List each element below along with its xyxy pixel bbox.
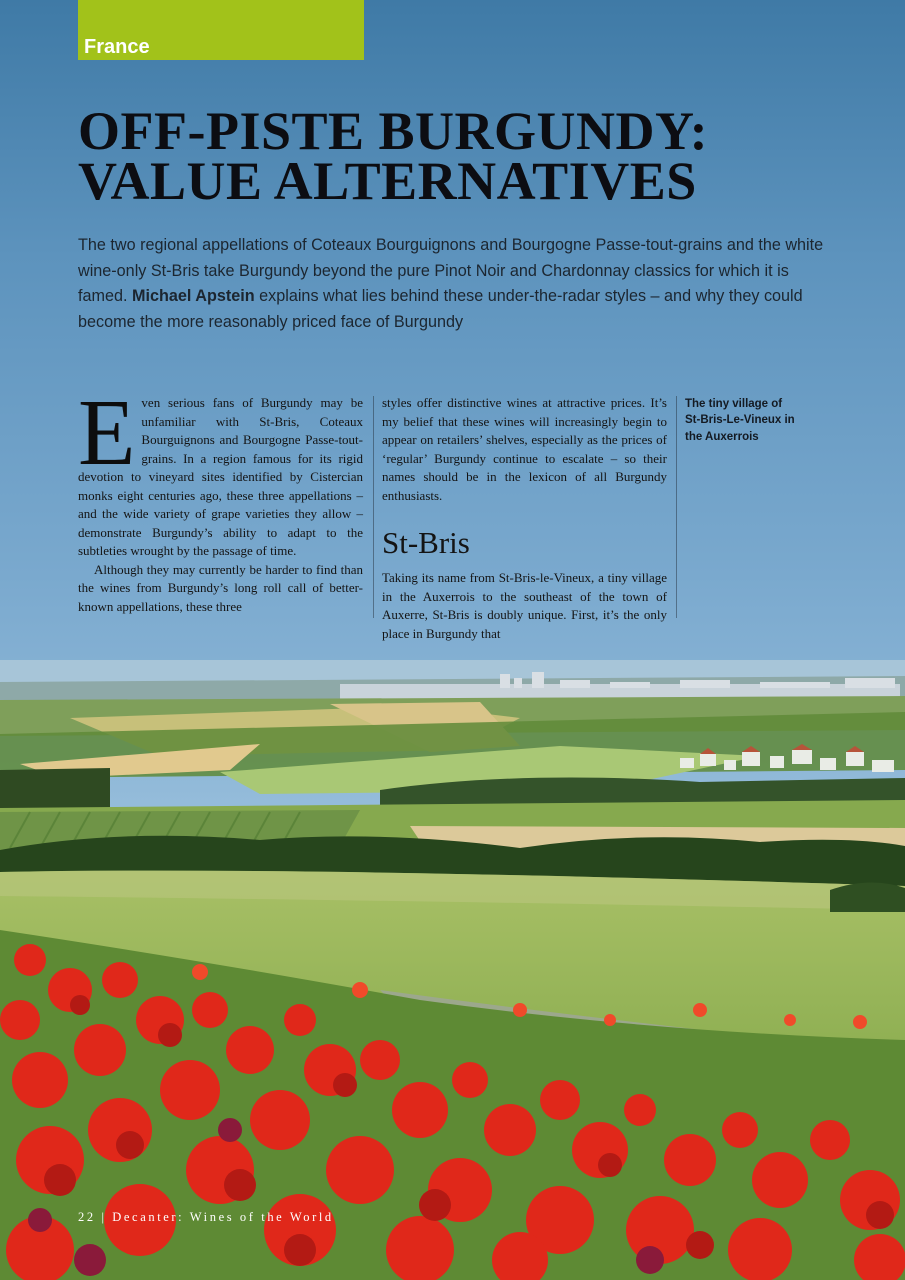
body-paragraph-2-continued: styles offer distinctive wines at attractive prices. It’s my belief that these wines will increasingly begin to appear on retailers’ shelves, especially as the prices of ‘regular’ Burgundy continue to escalate – so their names should be in the lexicon of all Burgundy enthusiasts. (382, 395, 667, 503)
photo-caption: The tiny village of St-Bris-Le-Vineux in the Auxerrois (685, 398, 795, 443)
headline-line-1: OFF-PISTE BURGUNDY: (78, 101, 709, 161)
column-rule (373, 396, 374, 618)
standfirst-text-before: The two regional appellations of Coteaux Bourguignons and Bourgogne Passe-tout-grains and the white wine-only St-Bris take Burgundy beyond the pure Pinot Noir and Chardonnay classics for which it is famed. (78, 236, 824, 306)
body-paragraph-2-text: Although they may currently be harder to find than the wines from Burgundy’s long roll call of better-known appellations, these three (78, 561, 363, 614)
page-number: 22 (78, 1210, 96, 1224)
headline-line-2: VALUE ALTERNATIVES (78, 151, 697, 211)
body-paragraph-1-text: ven serious fans of Burgundy may be unfamiliar with St-Bris, Coteaux Bourguignons and Bourgogne Passe-tout-grains. In a region famous for its rigid devotion to vineyard sites identified by Cistercian monks eight centuries ago, these three appellations – and the wide variety of grape varieties they allow – demonstrate Burgundy’s ability to adapt to the subtleties wrought by the passage of time. (78, 395, 363, 558)
drop-cap: E (78, 381, 136, 485)
body-column-1 (78, 381, 363, 616)
section-label: France (84, 36, 150, 58)
section-tab (78, 0, 364, 60)
body-paragraph-1 (78, 381, 363, 616)
headline (78, 101, 838, 211)
standfirst (78, 233, 838, 335)
landscape-photo (0, 660, 905, 1280)
body-paragraph-3: Taking its name from St-Bris-le-Vineux, a tiny village in the Auxerrois to the southeast of the town of Auxerre, St-Bris is doubly unique. First, it’s the only place in Burgundy that (382, 570, 667, 641)
publication-name: Decanter: Wines of the World (112, 1210, 334, 1224)
page-folio (78, 1210, 334, 1225)
body-column-2 (382, 394, 667, 643)
subhead-st-bris: St-Bris (382, 525, 470, 560)
standfirst-text-after: explains what lies behind these under-the-radar styles – and why they could become the more reasonably priced face of Burgundy (78, 287, 803, 331)
author-name: Michael Apstein (132, 287, 255, 306)
column-rule (676, 396, 677, 618)
folio-separator: | (101, 1210, 107, 1224)
